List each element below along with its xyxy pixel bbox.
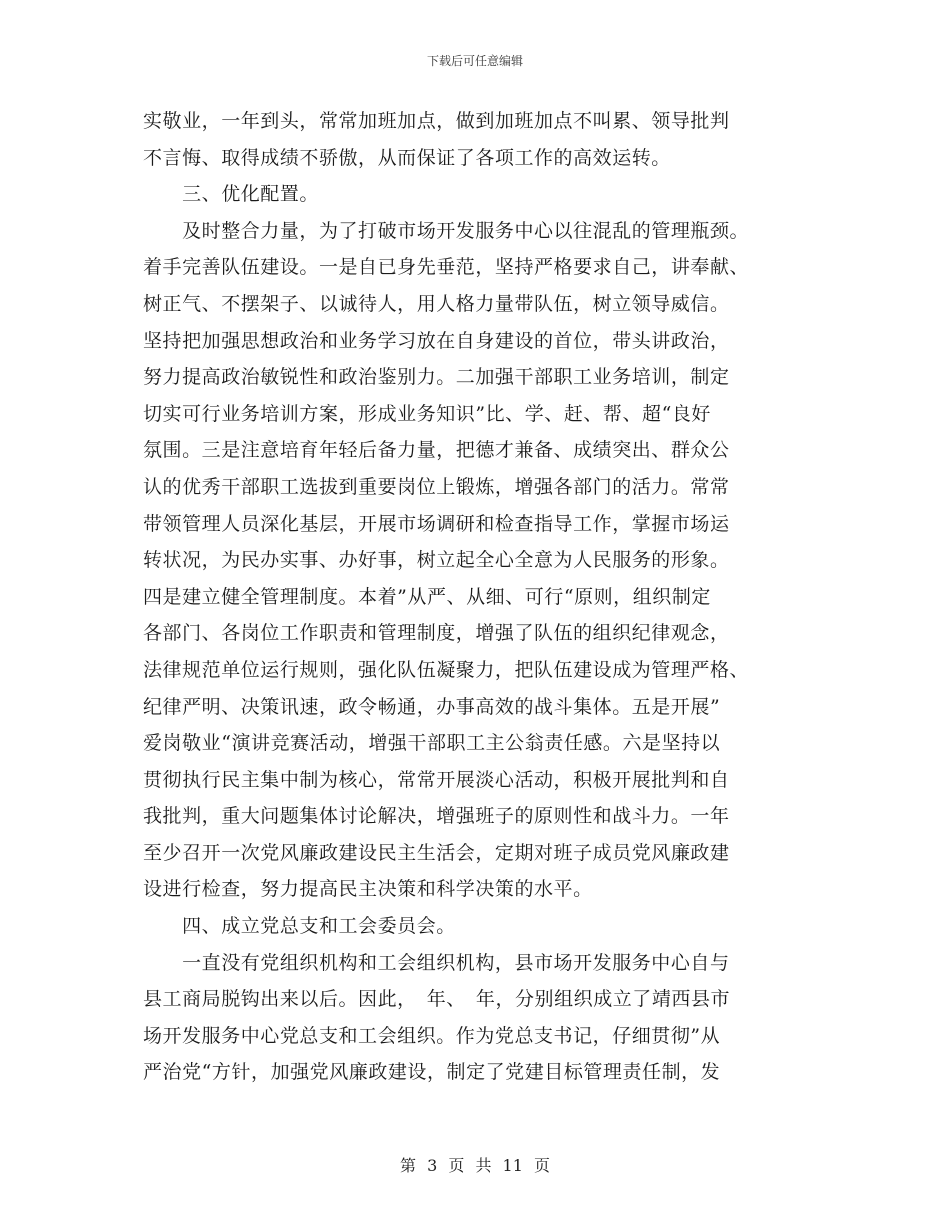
text-line: 树正气、不摆架子、以诚待人，用人格力量带队伍，树立领导威信。 bbox=[143, 292, 730, 315]
text-line: 各部门、各岗位工作职责和管理制度，增强了队伍的组织纪律观念， bbox=[143, 622, 730, 645]
text-line: 及时整合力量，为了打破市场开发服务中心以往混乱的管理瓶颈。 bbox=[143, 219, 750, 242]
text-line: 认的优秀干部职工选拔到重要岗位上锻炼，增强各部门的活力。常常 bbox=[143, 475, 730, 498]
text-line: 转状况，为民办实事、办好事，树立起全心全意为人民服务的形象。 bbox=[143, 549, 730, 572]
text-line: 严治党“方针，加强党风廉政建设，制定了党建目标管理责任制，发 bbox=[143, 1061, 721, 1084]
text-line: 贯彻执行民主集中制为核心，常常开展淡心活动，积极开展批判和自 bbox=[143, 768, 730, 791]
page-header: 下载后可任意编辑 bbox=[426, 54, 523, 68]
text-line: 坚持把加强思想政治和业务学习放在自身建设的首位，带头讲政治， bbox=[143, 329, 730, 352]
text-line: 氛围。三是注意培育年轻后备力量，把德才兼备、成绩突出、群众公 bbox=[143, 439, 730, 462]
text-line: 爱岗敬业“演讲竞赛活动，增强干部职工主公翁责任感。六是坚持以 bbox=[143, 732, 721, 755]
text-line: 带领管理人员深化基层，开展市场调研和检查指导工作，掌握市场运 bbox=[143, 512, 730, 535]
body-text bbox=[143, 103, 807, 1091]
page-number-footer: 第 3 页 共 11 页 bbox=[400, 1156, 550, 1175]
text-line: 实敬业，一年到头，常常加班加点，做到加班加点不叫累、领导批判 bbox=[143, 110, 730, 132]
text-line: 努力提高政治敏锐性和政治鉴别力。二加强干部职工业务培训，制定 bbox=[143, 366, 730, 389]
section-heading: 三、优化配置。 bbox=[143, 183, 319, 206]
text-line: 着手完善队伍建设。一是自已身先垂范，坚持严格要求自己，讲奉献、 bbox=[143, 256, 750, 279]
text-line: 县工商局脱钩出来以后。因此， 年、 年，分别组织成立了靖西县市 bbox=[143, 988, 731, 1011]
text-line: 不言悔、取得成绩不骄傲，从而保证了各项工作的高效运转。 bbox=[143, 146, 671, 169]
text-line: 四是建立健全管理制度。本着”从严、从细、可行“原则，组织制定 bbox=[143, 585, 711, 608]
text-line: 我批判，重大问题集体讨论解决，增强班子的原则性和战斗力。一年 bbox=[143, 805, 730, 828]
text-line: 纪律严明、决策讯速，政令畅通，办事高效的战斗集体。五是开展” bbox=[143, 695, 721, 718]
text-line: 场开发服务中心党总支和工会组织。作为党总支书记，仔细贯彻”从 bbox=[143, 1024, 721, 1047]
text-line: 设进行检查，努力提高民主决策和科学决策的水平。 bbox=[143, 878, 593, 901]
text-line: 切实可行业务培训方案，形成业务知识”比、学、赶、帮、超“良好 bbox=[143, 402, 711, 425]
section-heading: 四、成立党总支和工会委员会。 bbox=[143, 915, 456, 938]
text-line: 至少召开一次党风廉政建设民主生活会，定期对班子成员党风廉政建 bbox=[143, 841, 730, 864]
text-line: 法律规范单位运行规则，强化队伍凝聚力，把队伍建设成为管理严格、 bbox=[143, 658, 750, 681]
text-line: 一直没有党组织机构和工会组织机构，县市场开发服务中心自与 bbox=[143, 951, 730, 974]
